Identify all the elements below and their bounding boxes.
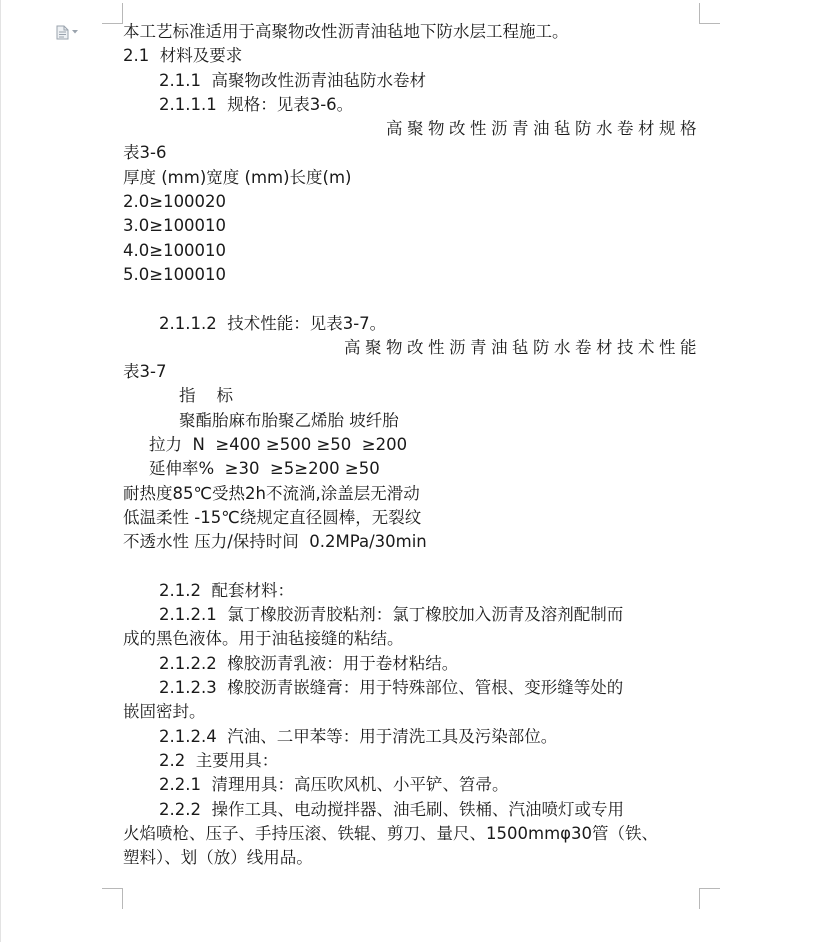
paragraph-line: 低温柔性 -15℃绕规定直径圆棒，无裂纹 (123, 507, 422, 527)
paragraph-line: 5.0≥100010 (123, 264, 227, 284)
table-title: 高聚物改性沥青油毡防水卷材规格 (386, 119, 701, 139)
crop-mark-bottom-left (102, 888, 123, 909)
caret-down-icon (71, 29, 79, 35)
paragraph-line: 厚度 (mm)宽度 (mm)长度(m) (123, 167, 352, 187)
paragraph-menu-button[interactable] (56, 24, 86, 40)
paragraph-line: 本工艺标准适用于高聚物改性沥青油毡地下防水层工程施工。 (123, 22, 569, 41)
paragraph-line: 耐热度85℃受热2h不流淌,涂盖层无滑动 (123, 483, 420, 503)
paragraph-line: 火焰喷枪、压子、手持压滚、铁辊、剪刀、量尺、1500mmφ30管（铁、 (123, 823, 659, 843)
paragraph-line: 2.2.1 清理用具：高压吹风机、小平铲、笤帚。 (159, 775, 509, 795)
paragraph-line: 4.0≥100010 (123, 240, 227, 260)
paragraph-line: 2.1.2.2 橡胶沥青乳液：用于卷材粘结。 (159, 653, 459, 673)
paragraph-line: 2.0≥100020 (123, 192, 227, 212)
crop-mark-bottom-right (699, 888, 720, 909)
paragraph-line: 2.2.2 操作工具、电动搅拌器、油毛刷、铁桶、汽油喷灯或专用 (159, 799, 624, 819)
crop-mark-top-right (699, 3, 720, 24)
paragraph-line: 2.1.2.3 橡胶沥青嵌缝膏：用于特殊部位、管根、变形缝等处的 (159, 678, 624, 698)
paragraph-line: 3.0≥100010 (123, 216, 227, 236)
paragraph-line: 延伸率% ≥30 ≥5≥200 ≥50 (149, 459, 380, 479)
paragraph-line: 2.1.1.1 规格：见表3-6。 (159, 94, 354, 114)
paragraph-line: 指 标 (179, 386, 233, 406)
blank-line (123, 555, 701, 579)
paragraph-line: 成的黑色液体。用于油毡接缝的粘结。 (123, 629, 404, 649)
blank-line (123, 287, 701, 311)
paragraph-line: 聚酯胎麻布胎聚乙烯胎 坡纤胎 (179, 410, 399, 430)
paragraph-line: 嵌固密封。 (123, 702, 206, 722)
paragraph-line: 2.1.2 配套材料： (159, 580, 294, 600)
paragraph-line: 表3-6 (123, 143, 167, 163)
crop-mark-top-left (102, 3, 123, 24)
paragraph-line: 表3-7 (123, 362, 167, 382)
paragraph-line: 2.1.2.1 氯丁橡胶沥青胶粘剂：氯丁橡胶加入沥青及溶剂配制而 (159, 605, 624, 625)
paragraph-line: 2.2 主要用具： (159, 750, 279, 770)
document-body[interactable] (123, 20, 701, 870)
paragraph-line: 2.1.2.4 汽油、二甲苯等：用于清洗工具及污染部位。 (159, 726, 558, 746)
table-title: 高聚物改性沥青油毡防水卷材技术性能 (344, 337, 701, 357)
paragraph-line: 塑料）、划（放）线用品。 (123, 848, 313, 868)
paragraph-line: 2.1 材料及要求 (123, 46, 243, 66)
document-icon (56, 25, 69, 40)
paragraph-line: 2.1.1 高聚物改性沥青油毡防水卷材 (159, 70, 426, 90)
paragraph-line: 拉力 N ≥400 ≥500 ≥50 ≥200 (149, 435, 408, 455)
paragraph-line: 不透水性 压力/保持时间 0.2MPa/30min (123, 532, 427, 552)
paragraph-line: 2.1.1.2 技术性能：见表3-7。 (159, 313, 387, 333)
